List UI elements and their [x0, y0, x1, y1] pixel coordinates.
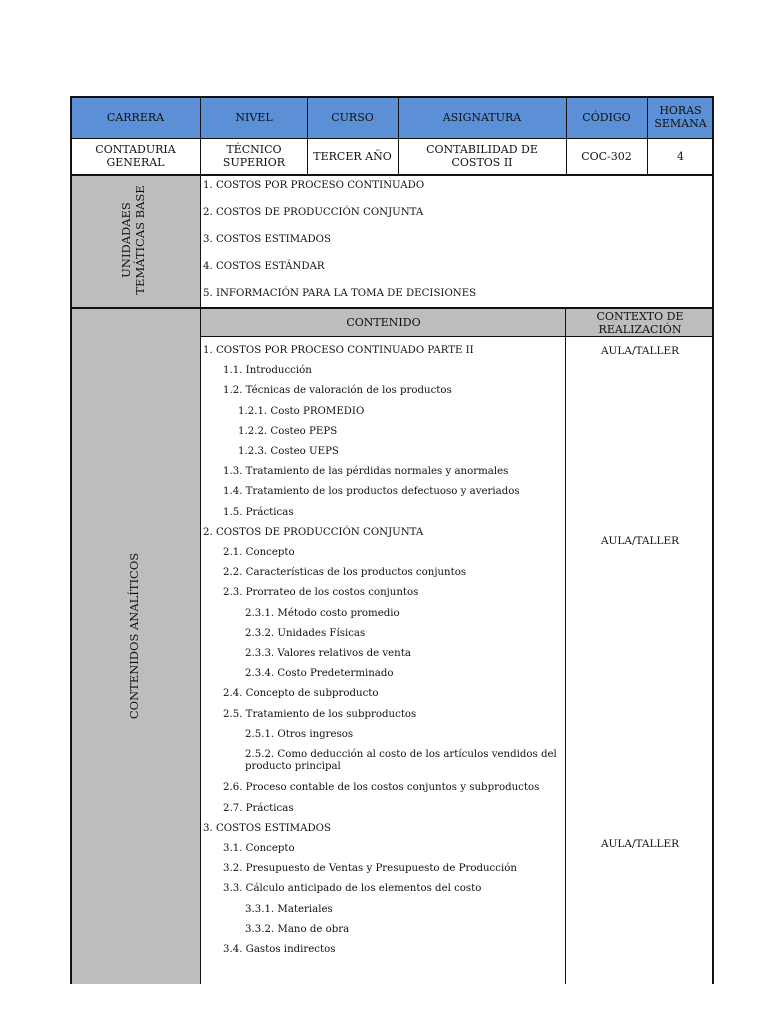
cell-text: CONTABILIDAD DE COSTOS II: [426, 143, 538, 169]
contenido-line: 2.5. Tratamiento de los subproductos: [223, 708, 417, 720]
cell-text: TÉCNICO SUPERIOR: [222, 143, 286, 169]
border: [201, 336, 714, 337]
nivel-value: [201, 138, 307, 174]
curso-value: [307, 138, 398, 174]
header-label: ASIGNATURA: [442, 110, 522, 124]
contenido-line: 2.1. Concepto: [223, 547, 295, 558]
header-label: NIVEL: [235, 110, 273, 124]
border: [566, 96, 567, 174]
cell-text: 4: [677, 149, 684, 163]
border: [70, 96, 72, 984]
contenido-line: 2.2. Características de los productos conjuntos: [223, 567, 467, 579]
contenido-line: 3.3. Cálculo anticipado de los elementos del costo: [223, 883, 482, 895]
border: [70, 96, 714, 98]
header-carrera: [70, 96, 201, 138]
header-label: HORAS SEMANA: [654, 104, 707, 130]
header-label: CURSO: [331, 110, 374, 124]
contenidos-label: [127, 366, 143, 906]
contenido-line: 1.5. Prácticas: [223, 506, 294, 518]
cell-text: CONTADURIA GENERAL: [95, 143, 176, 169]
header-asignatura: [398, 96, 566, 138]
unidades-label-line2: TEMÁTICAS BASE: [133, 185, 147, 295]
contenido-line: 1.2. Técnicas de valoración de los productos: [223, 385, 452, 397]
header-curso: [307, 96, 398, 138]
contenido-line: 2.5.1. Otros ingresos: [245, 728, 354, 740]
codigo-value: [566, 138, 647, 174]
header-label: CARRERA: [106, 110, 165, 124]
border: [712, 96, 714, 984]
contenido-line: 3.2. Presupuesto de Ventas y Presupuesto de Producción: [223, 863, 517, 875]
contenido-line: 2.7. Prácticas: [223, 802, 294, 814]
unidad-item: 4. COSTOS ESTÁNDAR: [203, 261, 325, 272]
contexto-text: AULA/TALLER: [600, 535, 680, 547]
contenido-line: 2.3.3. Valores relativos de venta: [245, 648, 411, 659]
contexto-text: AULA/TALLER: [600, 345, 680, 357]
border: [70, 138, 714, 139]
border: [565, 308, 566, 984]
border: [398, 96, 399, 174]
contexto-header-label: CONTEXTO DE REALIZACIÓN: [596, 309, 684, 336]
contexto-value-1: [566, 345, 714, 357]
contenido-line: 2.4. Concepto de subproducto: [223, 688, 379, 700]
contenido-header: [201, 308, 566, 337]
contenido-line: 1.3. Tratamiento de las pérdidas normales y anormales: [223, 466, 509, 478]
carrera-value: [70, 138, 201, 174]
contenido-line: 1.2.1. Costo PROMEDIO: [238, 405, 365, 417]
contexto-text: AULA/TALLER: [600, 838, 680, 850]
contenido-line: 3. COSTOS ESTIMADOS: [203, 822, 331, 834]
header-nivel: [201, 96, 307, 138]
contenido-line: 2.3.2. Unidades Físicas: [245, 627, 366, 639]
contenido-line: 2.3. Prorrateo de los costos conjuntos: [223, 587, 419, 599]
contenido-line: 1.2.2. Costeo PEPS: [238, 425, 338, 437]
cell-text: TERCER AÑO: [313, 149, 392, 163]
contenido-line: 2.5.2. Como deducción al costo de los artículos vendidos del producto principal: [245, 749, 557, 772]
border: [307, 96, 308, 174]
contenido-line: 1.1. Introducción: [223, 365, 312, 377]
contexto-value-3: [566, 838, 714, 850]
contenido-line: 1.4. Tratamiento de los productos defectuoso y averiados: [223, 486, 520, 498]
cell-text: COC-302: [581, 149, 632, 163]
unidad-item: 5. INFORMACIÓN PARA LA TOMA DE DECISIONES: [203, 288, 477, 299]
asignatura-value: [398, 138, 566, 174]
contenido-line: 3.3.2. Mano de obra: [245, 923, 350, 935]
contenido-line: 1.2.3. Costeo UEPS: [238, 446, 339, 457]
contenido-line: 3.3.1. Materiales: [245, 903, 333, 915]
unidad-item: 3. COSTOS ESTIMADOS: [203, 234, 331, 245]
unidades-label-line1: UNIDADAES: [119, 202, 133, 278]
contenido-line: 2.3.4. Costo Predeterminado: [245, 668, 394, 680]
contenido-line: 1. COSTOS POR PROCESO CONTINUADO PARTE II: [203, 345, 474, 356]
border: [647, 96, 648, 174]
contenido-header-label: CONTENIDO: [346, 316, 421, 329]
contenido-line: 2.6. Proceso contable de los costos conjuntos y subproductos: [223, 782, 540, 794]
contenido-line: 3.4. Gastos indirectos: [223, 943, 336, 955]
horas-value: [647, 138, 714, 174]
contenido-line: 2.3.1. Método costo promedio: [245, 607, 400, 619]
contexto-value-2: [566, 535, 714, 547]
unidad-item: 1. COSTOS POR PROCESO CONTINUADO: [203, 180, 425, 191]
header-label: CÓDIGO: [582, 110, 631, 124]
contenido-line: 3.1. Concepto: [223, 842, 295, 854]
header-horas: [647, 96, 714, 138]
border: [200, 96, 201, 984]
contexto-header: [566, 308, 714, 337]
border: [70, 307, 714, 309]
border: [70, 174, 714, 176]
unidades-label: [119, 173, 151, 307]
unidad-item: 2. COSTOS DE PRODUCCIÓN CONJUNTA: [203, 207, 424, 218]
contenido-line: 2. COSTOS DE PRODUCCIÓN CONJUNTA: [203, 526, 424, 538]
header-codigo: [566, 96, 647, 138]
contenidos-label-text: CONTENIDOS ANALÍTICOS: [127, 552, 141, 720]
